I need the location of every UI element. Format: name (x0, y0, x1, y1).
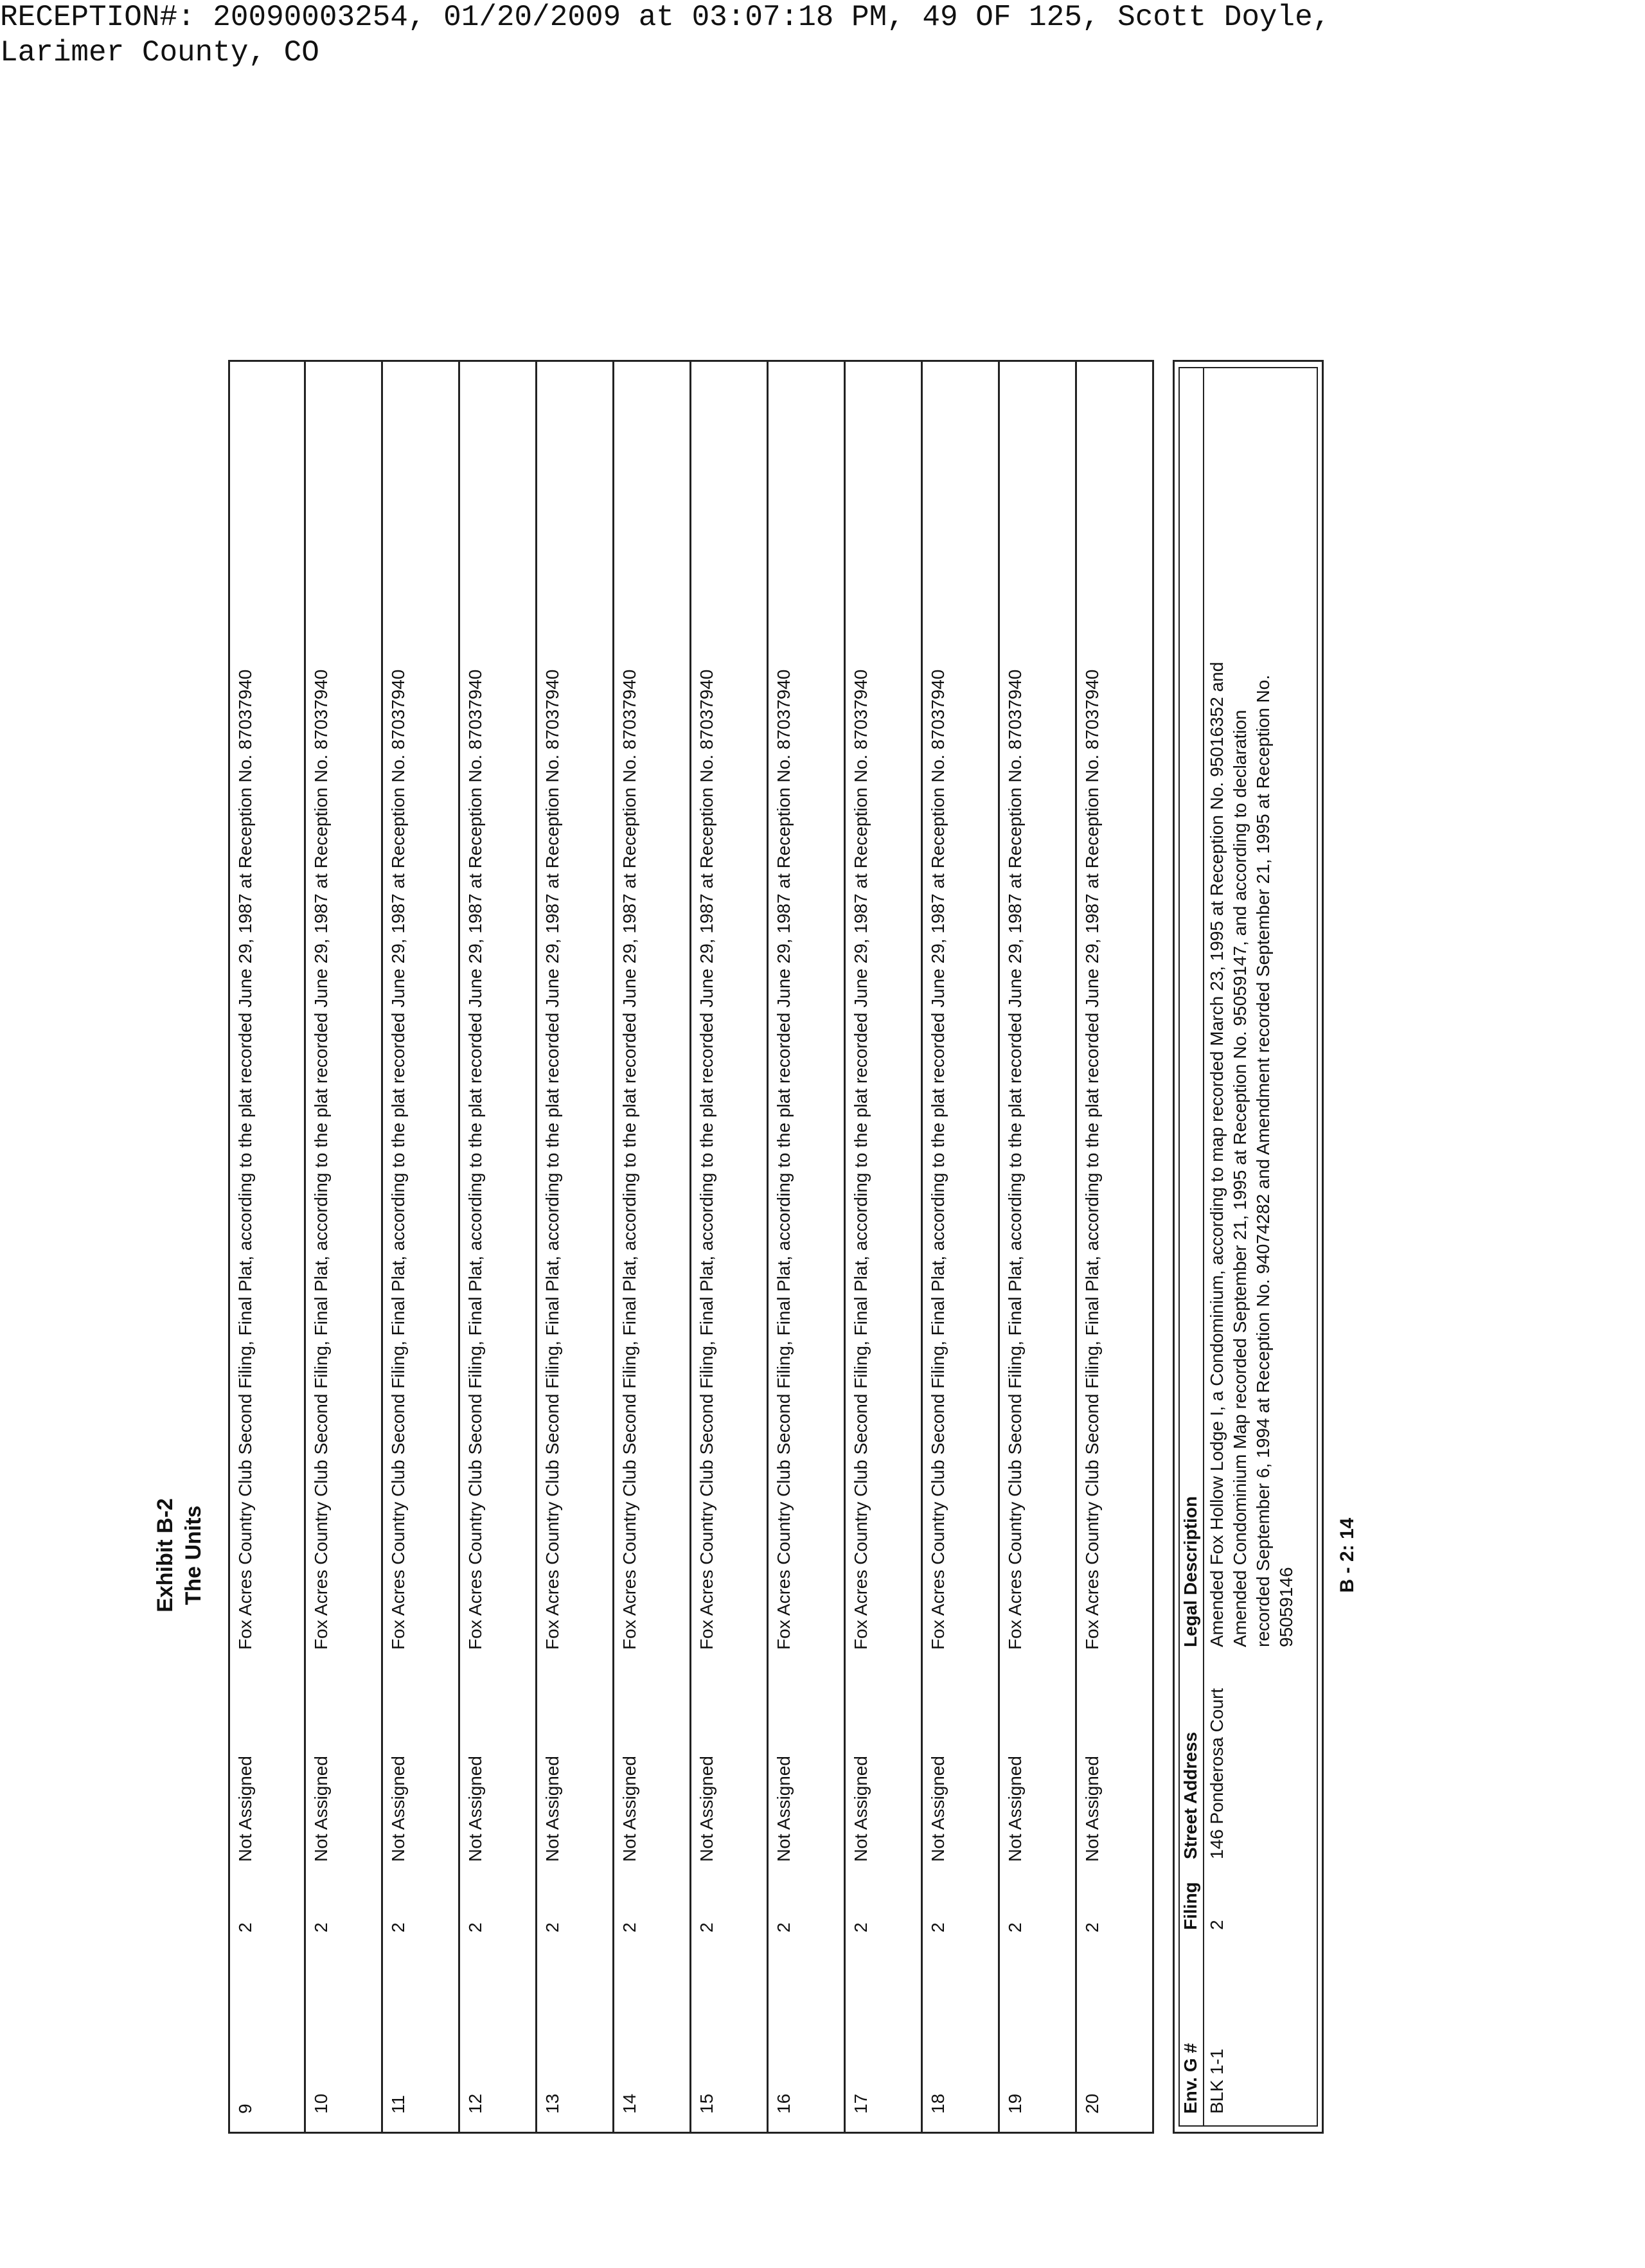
unit-number: 19 (1005, 2093, 1025, 2114)
legal-description: Fox Acres Country Club Second Filing, Final Plat, according to the plat recorded June 29, 1987 at Reception No. 87037940 (1082, 669, 1102, 1650)
legal-description: Fox Acres Country Club Second Filing, Final Plat, according to the plat recorded June 29, 1987 at Reception No. 87037940 (465, 669, 485, 1650)
table-row (458, 362, 535, 2132)
street-address: Not Assigned (1082, 1756, 1102, 1862)
table-row (767, 362, 844, 2132)
unit-number: 12 (465, 2093, 485, 2114)
legal-description-line: Amended Fox Hollow Lodge I, a Condominium, according to map recorded March 23, 1995 at Reception No. 95016352 and (1207, 661, 1227, 1647)
filing-number: 2 (1082, 1922, 1102, 1933)
exhibit-title-block (151, 977, 208, 2134)
recording-stamp (0, 0, 1330, 71)
filing-number: 2 (928, 1922, 948, 1933)
table-row (689, 362, 767, 2132)
header-street-address: Street Address (1180, 1731, 1200, 1859)
table-row (230, 362, 304, 2132)
table-row (535, 362, 612, 2132)
blk-unit-table-frame (1178, 367, 1318, 2127)
unit-number: 15 (697, 2093, 716, 2114)
units-table (228, 360, 1154, 2134)
page-number: B - 2: 14 (1337, 1517, 1358, 1593)
header-legal-description: Legal Description (1180, 1496, 1200, 1647)
unit-number: 11 (388, 2094, 408, 2114)
header-filing: Filing (1180, 1882, 1200, 1930)
legal-description: Fox Acres Country Club Second Filing, Final Plat, according to the plat recorded June 29, 1987 at Reception No. 87037940 (235, 669, 255, 1650)
filing-number: 2 (235, 1922, 255, 1933)
street-address: Not Assigned (774, 1756, 794, 1862)
street-address: Not Assigned (851, 1756, 871, 1862)
street-address: Not Assigned (311, 1756, 331, 1862)
filing-number: 2 (697, 1922, 716, 1933)
street-address: Not Assigned (388, 1756, 408, 1862)
street-address: Not Assigned (697, 1756, 716, 1862)
filing-number: 2 (542, 1922, 562, 1933)
table-row (1204, 368, 1298, 2125)
table-row (844, 362, 921, 2132)
blk-table-header (1180, 368, 1204, 2125)
legal-description: Fox Acres Country Club Second Filing, Final Plat, according to the plat recorded June 29, 1987 at Reception No. 87037940 (697, 669, 716, 1650)
legal-description: Fox Acres Country Club Second Filing, Final Plat, according to the plat recorded June 29, 1987 at Reception No. 87037940 (619, 669, 639, 1650)
legal-description (1205, 368, 1298, 1647)
unit-number: 14 (619, 2093, 639, 2114)
filing-number: 2 (1207, 1920, 1227, 1930)
unit-number: 10 (311, 2093, 331, 2114)
filing-number: 2 (774, 1922, 794, 1933)
street-address: Not Assigned (465, 1756, 485, 1862)
filing-number: 2 (851, 1922, 871, 1933)
street-address: Not Assigned (542, 1756, 562, 1862)
unit-number: 16 (774, 2093, 794, 2114)
street-address: Not Assigned (1005, 1756, 1025, 1862)
header-env-g: Env. G # (1180, 2043, 1200, 2114)
legal-description: Fox Acres Country Club Second Filing, Final Plat, according to the plat recorded June 29, 1987 at Reception No. 87037940 (928, 669, 948, 1650)
legal-description-line: recorded September 6, 1994 at Reception No. 94074282 and Amendment recorded September 21, 1995 at Reception No. (1253, 675, 1273, 1647)
legal-description-line: 95059146 (1276, 1567, 1296, 1647)
unit-number: 9 (235, 2103, 255, 2114)
street-address: Not Assigned (235, 1756, 255, 1862)
filing-number: 2 (311, 1922, 331, 1933)
recording-stamp-line-2: Larimer County, CO (0, 36, 319, 69)
legal-description-line: Amended Condominium Map recorded September 21, 1995 at Reception No. 95059147, and according to declaration (1230, 710, 1250, 1647)
table-row (1075, 362, 1152, 2132)
unit-number: 20 (1082, 2093, 1102, 2114)
legal-description: Fox Acres Country Club Second Filing, Final Plat, according to the plat recorded June 29, 1987 at Reception No. 87037940 (542, 669, 562, 1650)
exhibit-title: Exhibit B-2 (153, 1498, 177, 1612)
exhibit-subtitle: The Units (181, 1505, 206, 1605)
legal-description: Fox Acres Country Club Second Filing, Final Plat, according to the plat recorded June 29, 1987 at Reception No. 87037940 (851, 669, 871, 1650)
table-row (998, 362, 1075, 2132)
legal-description: Fox Acres Country Club Second Filing, Final Plat, according to the plat recorded June 29, 1987 at Reception No. 87037940 (388, 669, 408, 1650)
recording-stamp-line-1: RECEPTION#: 20090003254, 01/20/2009 at 03:07:18 PM, 49 OF 125, Scott Doyle, (0, 1, 1331, 34)
filing-number: 2 (388, 1922, 408, 1933)
street-address: Not Assigned (928, 1756, 948, 1862)
filing-number: 2 (465, 1922, 485, 1933)
legal-description: Fox Acres Country Club Second Filing, Final Plat, according to the plat recorded June 29, 1987 at Reception No. 87037940 (311, 669, 331, 1650)
legal-description: Fox Acres Country Club Second Filing, Final Plat, according to the plat recorded June 29, 1987 at Reception No. 87037940 (1005, 669, 1025, 1650)
rotated-exhibit-page (106, 347, 1359, 2134)
table-row (612, 362, 689, 2132)
blk-unit-table (1173, 360, 1324, 2134)
legal-description: Fox Acres Country Club Second Filing, Final Plat, according to the plat recorded June 29, 1987 at Reception No. 87037940 (774, 669, 794, 1650)
table-row (304, 362, 381, 2132)
unit-number: 18 (928, 2093, 948, 2114)
filing-number: 2 (1005, 1922, 1025, 1933)
unit-number: 17 (851, 2093, 871, 2114)
unit-number: 13 (542, 2093, 562, 2114)
filing-number: 2 (619, 1922, 639, 1933)
table-row (921, 362, 998, 2132)
table-row (381, 362, 458, 2132)
street-address: Not Assigned (619, 1756, 639, 1862)
env-g-number: BLK 1-1 (1207, 2048, 1227, 2114)
street-address: 146 Ponderosa Court (1207, 1688, 1227, 1859)
